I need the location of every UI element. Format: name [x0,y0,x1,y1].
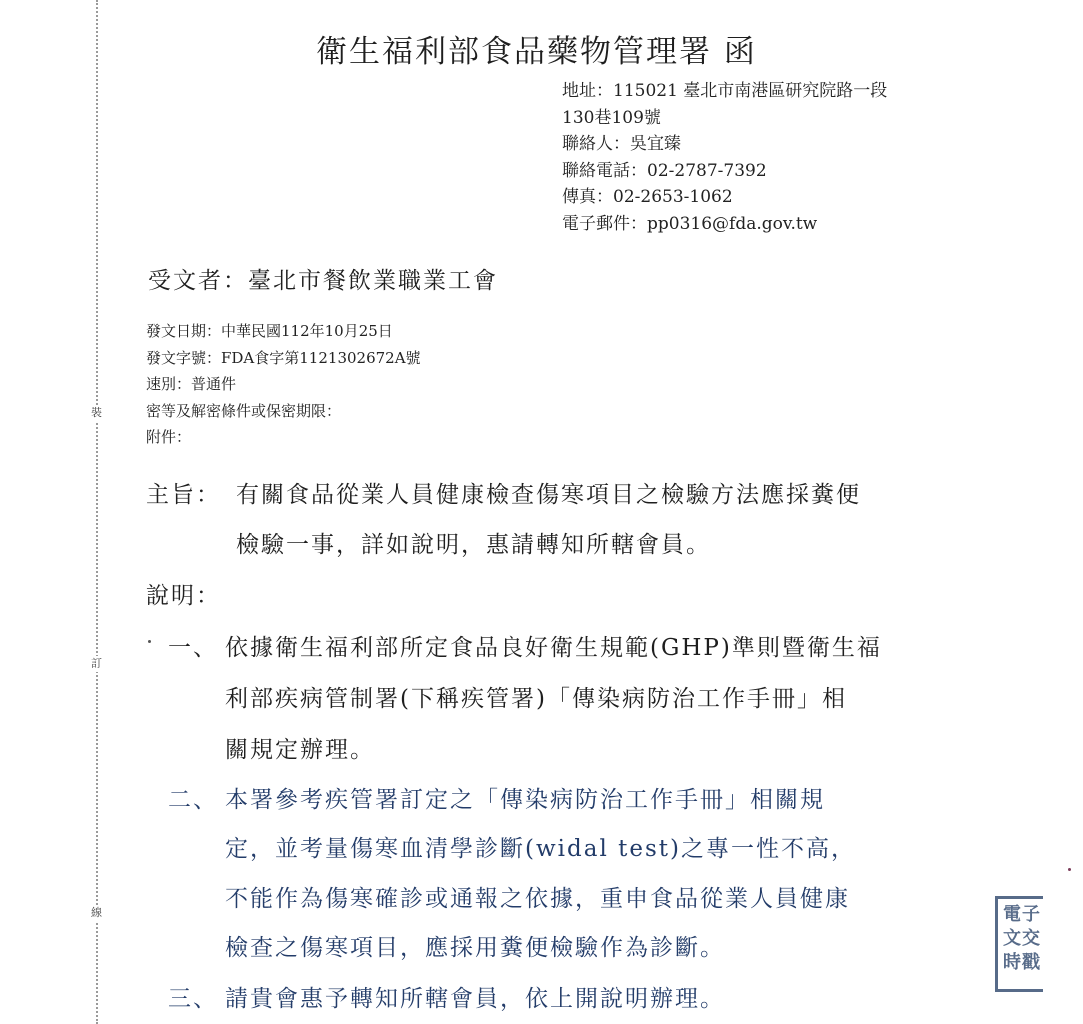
item-2-line-4: 檢查之傷寒項目，應採用糞便檢驗作為診斷。 [225,935,725,961]
contact-block [562,78,887,237]
document-title: 衛生福利部食品藥物管理署 函 [316,34,757,70]
subject-line-1: 有關食品從業人員健康檢查傷寒項目之檢驗方法應採糞便 [236,482,861,508]
subject-label: 主旨： [146,482,221,508]
stamp-line-3: 時戳 [1003,952,1041,973]
binding-mark-zhuang: 裝 [91,406,102,419]
address-line-1: 地址：115021 臺北市南港區研究院路一段 [562,81,888,101]
contact-email: 電子郵件：pp0316@fda.gov.tw [562,213,818,234]
speed-class: 速別：普通件 [146,375,237,393]
item-1-line-2: 利部疾病管制署(下稱疾管署)「傳染病防治工作手冊」相 [225,686,847,712]
document-meta [146,318,421,451]
item-2-line-3: 不能作為傷寒確診或通報之依據，重申食品從業人員健康 [225,886,850,912]
attachments: 附件： [146,428,192,446]
stamp-line-1: 電子 [1003,904,1041,925]
item-1-line-3: 關規定辦理。 [225,737,375,763]
item-3-line-1: 請貴會惠予轉知所轄會員，依上開說明辦理。 [225,986,725,1012]
subject-line-2: 檢驗一事，詳如說明，惠請轉知所轄會員。 [236,532,711,558]
issue-date: 發文日期：中華民國112年10月25日 [146,322,393,340]
scan-speck [148,640,151,643]
document-number: 發文字號：FDA食字第1121302672A號 [146,348,421,367]
item-2-line-2: 定，並考量傷寒血清學診斷(widal test)之專一性不高， [225,836,856,862]
scan-speck [1068,868,1071,871]
address-line-2: 130巷109號 [562,107,661,128]
binding-mark-ding: 訂 [91,657,102,670]
contact-phone: 聯絡電話：02-2787-7392 [562,160,767,181]
contact-fax: 傳真：02-2653-1062 [562,187,733,207]
recipient: 受文者：臺北市餐飲業職業工會 [148,268,498,294]
item-1-number: 一、 [168,635,218,661]
binding-mark-xian: 線 [91,906,102,919]
security-level: 密等及解密條件或保密期限： [146,401,342,420]
item-3-number: 三、 [168,986,218,1012]
stamp-line-2: 文交 [1003,928,1041,949]
explanation-label: 說明： [146,583,221,609]
binding-dotted-line [96,0,98,1024]
item-1-line-1: 依據衛生福利部所定食品良好衛生規範(GHP)準則暨衛生福 [225,635,882,661]
contact-person: 聯絡人：吳宜臻 [562,134,681,154]
electronic-timestamp-stamp [995,896,1043,992]
item-2-number: 二、 [168,787,218,813]
item-2-line-1: 本署參考疾管署訂定之「傳染病防治工作手冊」相關規 [225,787,825,813]
